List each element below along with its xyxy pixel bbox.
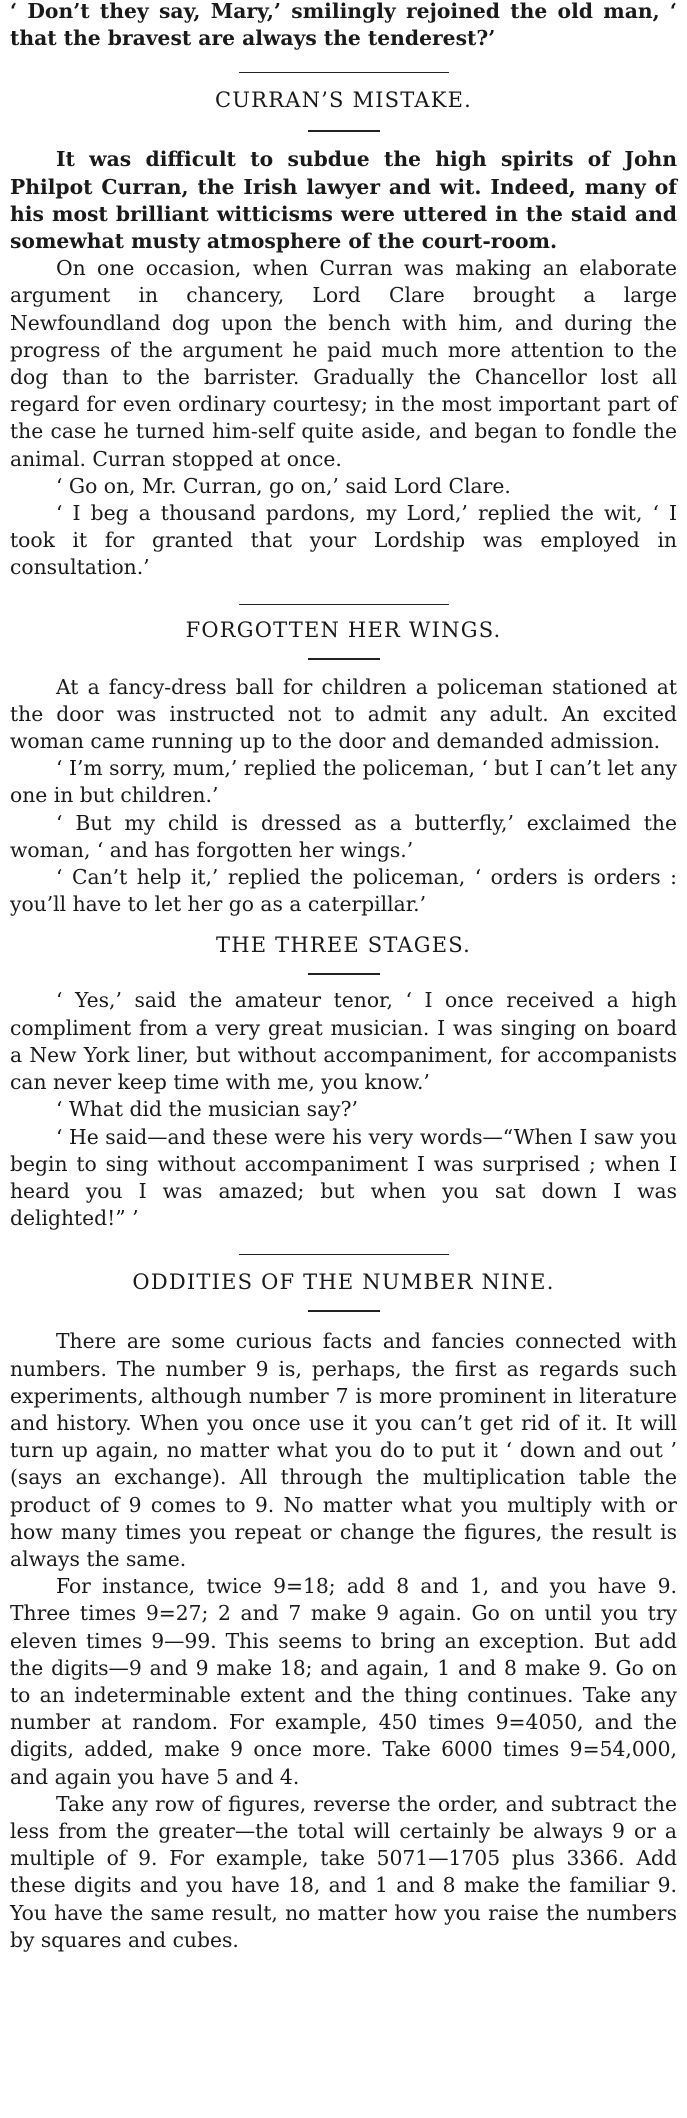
title-underline	[308, 130, 380, 132]
section-title-number-nine: ODDITIES OF THE NUMBER NINE.	[132, 1270, 555, 1295]
stages-paragraph-1: ‘ Yes,’ said the amateur tenor, ‘ I once received a high compliment from a very great musician. I was singing on board a New York liner, but without accompaniment, for accompanists can never keep time with me, you know.’	[10, 988, 677, 1095]
nine-paragraph-3: Take any row of figures, reverse the order, and subtract the less from the greater—the total will certainly be always 9 or a multiple of 9. For example, take 5071—1705 plus 3366. Add these digits and you have 18, and 1 and 8 make the familiar 9. You have the same result, no matter how you raise the numbers by squares and cubes.	[10, 1791, 677, 1952]
curran-paragraph-4: ‘ I beg a thousand pardons, my Lord,’ replied the wit, ‘ I took it for granted that your Lordship was employed in consultation.’	[10, 501, 677, 580]
stages-paragraph-3: ‘ He said—and these were his very words—“When I saw you begin to sing without accompaniment I was surprised ; when I heard you I was amazed; but when you sat down I was delighted!” ’	[10, 1124, 677, 1231]
section-title-currans-mistake: CURRAN’S MISTAKE.	[215, 88, 472, 113]
section-divider	[239, 604, 449, 605]
section-divider	[239, 72, 449, 73]
section-divider	[239, 1254, 449, 1255]
nine-paragraph-1: There are some curious facts and fancies connected with numbers. The number 9 is, perhaps, the first as regards such experiments, although number 7 is more prominent in literature and history. When you once use it you can’t get rid of it. It will turn up again, no matter what you do to put it ‘ down and out ’ (says an exchange). All through the multiplication table the product of 9 comes to 9. No matter what you multiply with or how many times you repeat or change the figures, the result is always the same.	[10, 1329, 677, 1571]
section-title-three-stages: THE THREE STAGES.	[215, 933, 472, 958]
section-title-forgotten-her-wings: FORGOTTEN HER WINGS.	[185, 617, 502, 642]
curran-paragraph-3: ‘ Go on, Mr. Curran, go on,’ said Lord Clare.	[56, 473, 511, 498]
title-underline	[308, 973, 380, 975]
wings-paragraph-1: At a fancy-dress ball for children a policeman stationed at the door was instructed not to admit any adult. An excited woman came running up to the door and demanded admission.	[10, 674, 677, 754]
title-underline	[308, 658, 380, 660]
nine-paragraph-2: For instance, twice 9=18; add 8 and 1, and you have 9. Three times 9=27; 2 and 7 make 9 again. Go on until you try eleven times 9—99. This seems to bring an exception. But add the digits—9 and 9 make 18; and again, 1 and 8 make 9. Go on to an indeterminable extent and the thing continues. Take any number at random. For example, 450 times 9=4050, and the digits, added, make 9 once more. Take 6000 times 9=54,000, and again you have 5 and 4.	[10, 1574, 677, 1789]
wings-paragraph-2: ‘ I’m sorry, mum,’ replied the policeman, ‘ but I can’t let any one in but children.’	[10, 756, 677, 808]
stages-paragraph-2: ‘ What did the musician say?’	[56, 1097, 358, 1122]
intro-paragraph: ‘ Don’t they say, Mary,’ smilingly rejoined the old man, ‘ that the bravest are always the tenderest?’	[10, 0, 677, 51]
wings-paragraph-3: ‘ But my child is dressed as a butterfly,’ exclaimed the woman, ‘ and has forgotten her wings.’	[10, 810, 677, 862]
curran-paragraph-2: On one occasion, when Curran was making an elaborate argument in chancery, Lord Clare brought a large Newfoundland dog upon the bench with him, and during the progress of the argument he paid much more attention to the dog than to the barrister. Gradually the Chancellor lost all regard for even ordinary courtesy; in the most important part of the case he turned him-self quite aside, and began to fondle the animal. Curran stopped at once.	[10, 256, 677, 471]
title-underline	[308, 1310, 380, 1312]
wings-paragraph-4: ‘ Can’t help it,’ replied the policeman, ‘ orders is orders : you’ll have to let her go as a caterpillar.’	[10, 865, 677, 917]
curran-paragraph-1: It was difficult to subdue the high spirits of John Philpot Curran, the Irish lawyer and wit. Indeed, many of his most brilliant witticisms were uttered in the staid and somewhat musty atmosphere of the court-room.	[10, 147, 677, 254]
